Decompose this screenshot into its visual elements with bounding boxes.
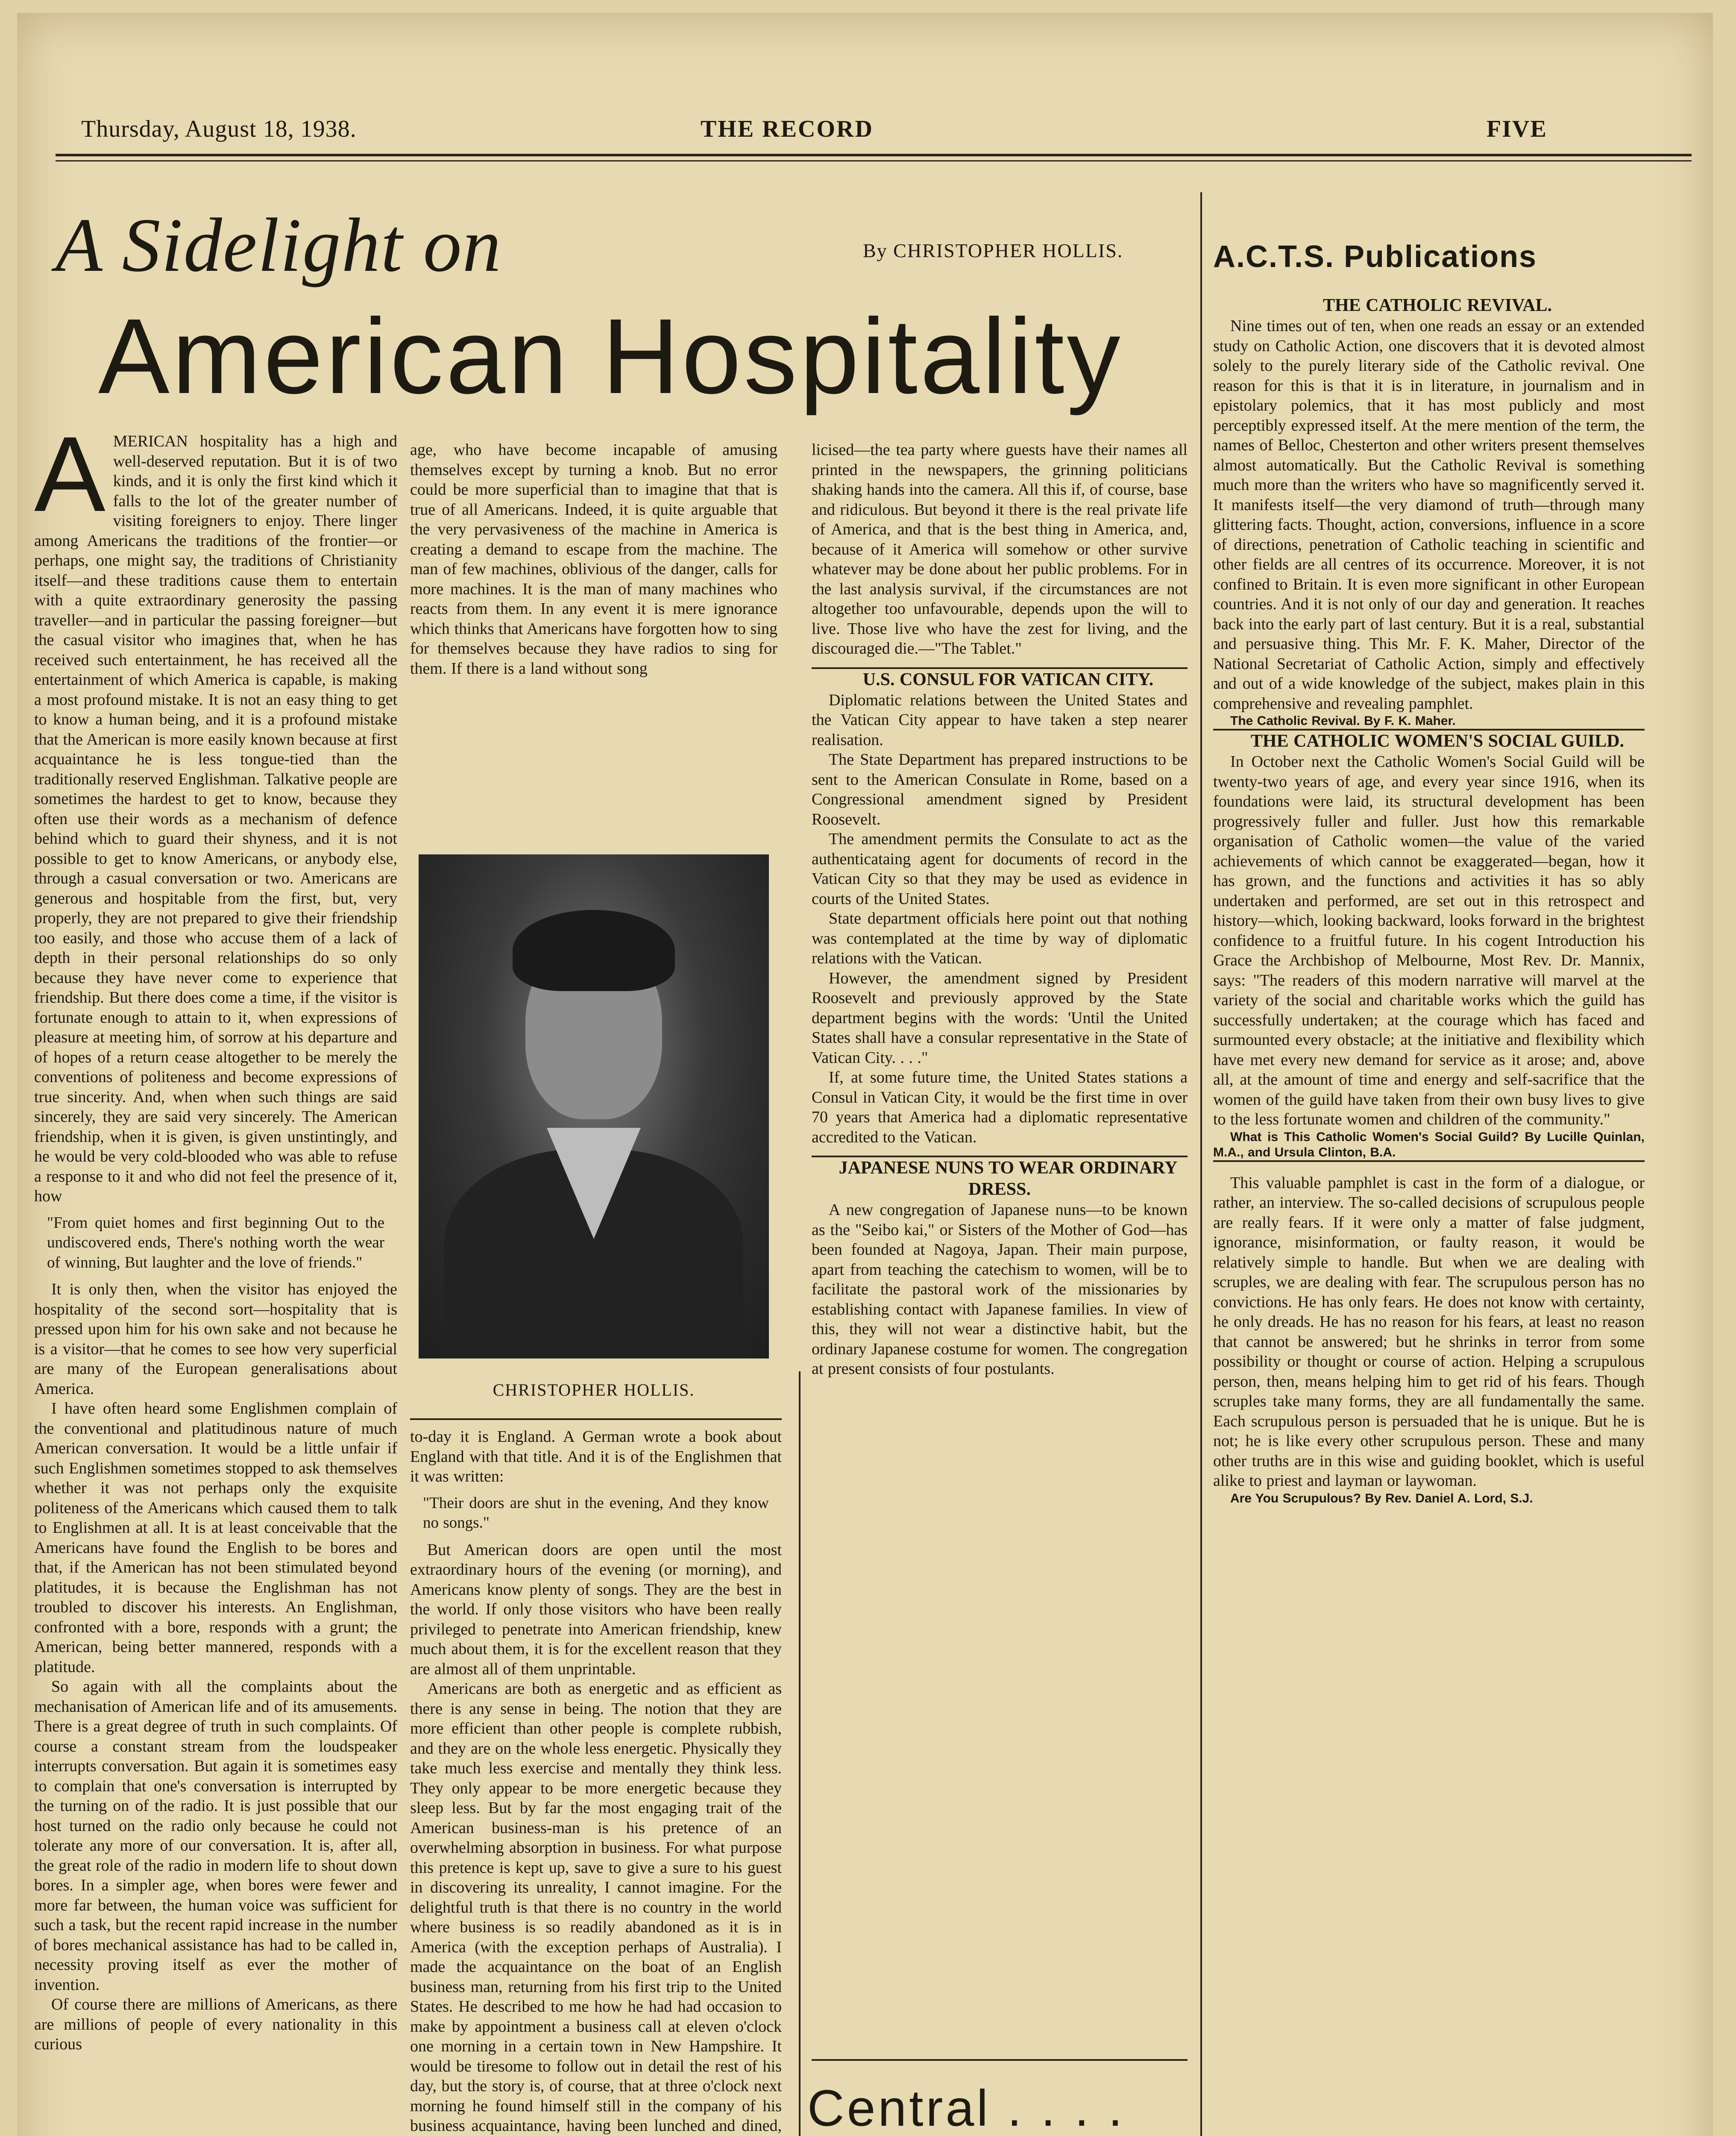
guild-heading: THE CATHOLIC WOMEN'S SOCIAL GUILD. [1250, 731, 1625, 751]
article-paragraph: It is only then, when the visitor has enjoyed the hospitality of the second sort—hospitality that is pressed upon him for his own sake and not because he is a visitor—that he comes to see how very superficial are many of the European generalisations about America. [34, 1280, 397, 1398]
consul-heading: U.S. CONSUL FOR VATICAN CITY. [862, 669, 1154, 690]
library-title-line1: Central . . . . [807, 2080, 1125, 2136]
scruples-paragraph: This valuable pamphlet is cast in the form of a dialogue, or rather, an interview. The so-called decisions of scrupulous people are really fears. If it were only a matter of false judgment, ignorance, misinformation, or faulty reason, it would be relatively simple to handle. But when we are dealing with scruples, we are dealing with fear. The scrupulous person has no convictions. He has only fears. He does not know with certainty, he only dreads. He has no reason for his fears, at least no reason that cannot be answered; but he shrinks in terror from some possibility or thought or course of action. Helping a scrupulous person, then, means helping him to get rid of his fears. Though scruples take many forms, they are all fundamentally the same. Each scrupulous person is persuaded that he is unique. But he is not; he is like every other scrupulous person. These and many other truths are in this wise and guiding booklet, which is useful alike to priest and layman or laywoman. [1213, 1174, 1645, 1490]
section-rule [812, 667, 1188, 669]
consul-paragraph: However, the amendment signed by President Roosevelt and previously approved by the State department begins with the words: 'Until the United States shall have a consular representative in the State of Vatican City. . . ." [812, 969, 1188, 1067]
revival-heading: THE CATHOLIC REVIVAL. [1323, 296, 1552, 315]
drop-cap: A [34, 431, 106, 534]
article-paragraph: to-day it is England. A German wrote a book about England with that title. And it is of the Englishmen that it was written: [410, 1428, 782, 1485]
guild-paragraph: In October next the Catholic Women's Social Guild will be twenty-two years of age, and every year since 1916, when its foundations were laid, its structural development has been progressively fuller and fuller. Just how this remarkable organisation of Catholic women—the value of the varied achievements of which cannot be exaggerated—began, how it has grown, and the functions and activities it has so ably undertaken and performed, are set out in this retrospect and history—which, looking backward, looks forward in the brightest confidence to a fruitful future. In his cogent Introduction his Grace the Archbishop of Melbourne, Most Rev. Dr. Mannix, says: "The readers of this modern narrative will marvel at the variety of the social and charitable works which the guild has successfully undertaken; at the courage which has faced and surmounted every obstacle; at the initiative and flexibility which have met every new demand for service as it arose; and, above all, at the amount of time and energy and self-sacrifice that the women of the guild have taken from their own busy lives to give to the less fortunate women and children of the community." [1213, 753, 1645, 1128]
photo-hair [513, 910, 675, 991]
revival-citation: The Catholic Revival. By F. K. Maher. [1230, 714, 1456, 728]
header-rule [56, 154, 1692, 156]
article-paragraph: So again with all the complaints about the mechanisation of American life and of its amusements. There is a great degree of truth in such complaints. Of course a constant stream from the loudspeaker interrupts conversation. But again it is sometimes easy to complain that one's conversation is interrupted by the turning on of the radio. It is just possible that our host turned on the radio only because he could not tolerate any more of our conversation. It is, after all, the great role of the radio in modern life to shout down bores. In a simpler age, when bores were fewer and more far between, the human voice was sufficient for such a task, but the recent rapid increase in the number of bores mechanical assistance has had to be called in, necessity proving itself as ever the mother of invention. [34, 1678, 397, 1994]
article-column-2-top [410, 440, 777, 824]
article-column-1 [34, 431, 397, 2136]
header-rule-thin [56, 160, 1692, 161]
article-title-script: A Sidelight on [56, 202, 502, 288]
article-paragraph: But American doors are open until the most extraordinary hours of the evening (or morning), and Americans know plenty of songs. They are the best in the world. If only those visitors who have been really privileged to penetrate into American friendship, knew much about them, it is for the excellent reason that they are almost all of them unprintable. [410, 1540, 782, 1678]
scruples-citation: Are You Scrupulous? By Rev. Daniel A. Lord, S.J. [1230, 1491, 1533, 1505]
acts-title: A.C.T.S. Publications [1213, 240, 1537, 274]
section-rule [812, 2059, 1188, 2061]
quote: "Their doors are shut in the evening, And they know no songs." [423, 1494, 769, 1532]
article-column-2-bottom [410, 1427, 782, 2136]
consul-paragraph: The amendment permits the Consulate to act as the authenticataing agent for documents of record in the Vatican City so that they may be used as evidence in courts of the United States. [812, 830, 1188, 908]
photo-caption: CHRISTOPHER HOLLIS. [493, 1380, 695, 1400]
author-photo [419, 854, 769, 1358]
poem-quote: "From quiet homes and first beginning Out to the undiscovered ends, There's nothing worth the wear of winning, But laughter and the love of friends." [47, 1214, 384, 1271]
article-paragraph: MERICAN hospitality has a high and well-deserved reputation. But it is of two kinds, and it is only the first kind which it falls to the lot of the greater number of visiting foreigners to enjoy. There linger among Americans the traditions of the frontier—or perhaps, one might say, the traditions of Christianity itself—and these traditions cause them to entertain with a quite extraordinary generosity the passing traveller—and in particular the passing foreigner—but the casual visitor who imagines that, when he has received such entertainment, he has received all the entertainment of which America is capable, is making a most profound mistake. It is not an easy thing to get to know a human being, and it is a profound mistake that the American is more easily known because at first acquaintance he is less tongue-tied than the traditionally reserved Englishman. Talkative people are sometimes the hardest to get to know, because they often use their words as a mechanism of defence behind which to guard their shyness, and it is not possible to get to know Americans, or anybody else, through a casual conversation or two. Americans are generous and hospitable from the first, but, very properly, they are not prepared to give their friendship too easily, and those who accuse them of a lack of depth in their personal relationships do so only because they have never come to experience that friendship. But there does come a time, if the visitor is fortunate enough to attain to it, when expressions of pleasure at meeting him, of sorrow at his departure and of hopes of a return cease altogether to be merely the conventions of politeness and become expressions of true sincerity. And, when when such things are said sincerely, they are said very sincerely. The American friendship, when it is given, is given unstintingly, and he would be very cold-blooded who was able to refuse a response to it and who did not feel the presence of it, how [34, 432, 397, 1205]
article-title: American Hospitality [98, 296, 1123, 416]
library-advert [807, 2076, 1217, 2136]
consul-paragraph: If, at some future time, the United States stations a Consul in Vatican City, it would be the first time in over 70 years that America had a diplomatic representative accredited to the Vatican. [812, 1068, 1188, 1146]
article-paragraph: I have often heard some Englishmen complain of the conventional and platitudinous nature of much American conversation. It would be a little unfair if such Englishmen sometimes stopped to ask themselves whether it was not perhaps only the exquisite politeness of the Americans which caused them to talk to Englishmen at all. It is at least conceivable that the Americans have found the English to be bores and that, if the American has not been stimulated beyond platitudes, it is because the Englishman has not troubled to discover his interests. An Englishman, confronted with a bore, responds with a grunt; the American, being better mannered, responds with a platitude. [34, 1400, 397, 1676]
column-rule-right [1200, 192, 1202, 2136]
consul-paragraph: State department officials here point out that nothing was contemplated at the time by way of diplomatic relations with the Vatican. [812, 910, 1188, 967]
article-paragraph: licised—the tea party where guests have their names all printed in the newspapers, the grinning politicians shaking hands into the camera. All this if, of course, base and ridiculous. But beyond it there is the real private life of America, and that is the best thing in America, and, because of it America will somehow or other survive whatever may be done about her public problems. For in the last analysis survival, if the circumstances are not altogether too unfavourable, depends upon the will to live. Those live who have the zest for living, and the discouraged die.—"The Tablet." [812, 441, 1188, 657]
newspaper-page [17, 13, 1713, 2136]
section-rule [812, 1156, 1188, 1157]
nuns-heading: JAPANESE NUNS TO WEAR ORDINARY DRESS. [839, 1158, 1178, 1199]
news-column [812, 440, 1188, 2063]
page-number: FIVE [1487, 116, 1547, 142]
consul-paragraph: Diplomatic relations between the United States and the Vatican City appear to have taken a step nearer realisation. [812, 691, 1188, 749]
acts-column [1213, 295, 1645, 2136]
section-rule [1213, 729, 1645, 731]
nuns-paragraph: A new congregation of Japanese nuns—to be known as the "Seibo kai," or Sisters of the Mother of God—has been founded at Nagoya, Japan. Their main purpose, apart from teaching the catechism to women, will be to facilitate the pastoral work of the missionaries by establishing contact with Japanese families. In view of this, they will not wear a distinctive habit, but the ordinary Japanese costume for women. The congregation at present consists of four postulants. [812, 1201, 1188, 1378]
guild-citation: What is This Catholic Women's Social Guild? By Lucille Quinlan, M.A., and Ursula Clinton, B.A. [1213, 1130, 1645, 1159]
revival-paragraph: Nine times out of ten, when one reads an essay or an extended study on Catholic Action, one discovers that it is devoted almost solely to the purely literary side of the Catholic revival. One reason for this is that it is in literature, in journalism and in epistolary polemics, that it has most publicly and most perceptibly expressed itself. At the mere mention of the term, the names of Belloc, Chesterton and other writers present themselves almost automatically. But the Catholic Revival is something much more than the writers who have so magnificently served it. It manifests itself—the very diamond of truth—through many glittering facts. Thought, action, conversions, influence in a score of directions, penetration of Catholic teaching in scientific and other fields are all centres of its occurrence. Moreover, it is not confined to Britain. It is even more significant in other European countries. And it is not only of our day and generation. It reaches back into the early part of last century. But it is a real, substantial and persuasive thing. This Mr. F. K. Maher, Director of the National Secretariat of Catholic Action, simply and effectively and out of a wide knowledge of the subject, makes plain in this comprehensive and revealing pamphlet. [1213, 317, 1645, 713]
photo-rule [410, 1418, 782, 1420]
column-rule-middle [799, 1371, 801, 2136]
consul-paragraph: The State Department has prepared instructions to be sent to the American Consulate in Rome, based on a Congressional amendment signed by President Roosevelt. [812, 751, 1188, 828]
paper-name: THE RECORD [701, 116, 874, 142]
issue-date: Thursday, August 18, 1938. [81, 116, 357, 142]
article-byline: By CHRISTOPHER HOLLIS. [863, 240, 1123, 261]
article-paragraph: Americans are both as energetic and as efficient as there is any sense in being. The notion that they are more efficient than other people is complete rubbish, and they are on the whole less energetic. Physically they take much less exercise and mentally they think less. They only appear to be more energetic because they sleep less. But by far the most engaging trait of the American business-man is his pretence of an overwhelming absorption in business. For what purpose this pretence is kept up, save to give a sure to his guest in discovering its unreality, I cannot imagine. For the delightful truth is that there is no country in the world where business is so readily abandoned as it is in America (with the exception perhaps of Australia). I made the acquaintance on the boat of an English business man, returning from his first trip to the United States. He described to me how he had had occasion to make by appointment a business call at eleven o'clock one morning in a certain town in New Hampshire. It would be tiresome to follow out in detail the rest of his day, but the story is, of course, that at three o'clock next morning he found himself still in the company of his business acquaintance, having been lunched and dined, [410, 1680, 782, 2135]
section-rule [1213, 1160, 1645, 1162]
article-paragraph: age, who have become incapable of amusing themselves except by turning a knob. But no error could be more superficial than to imagine that that is true of all Americans. Indeed, it is quite arguable that the very pervasiveness of the machine in America is creating a demand to escape from the machine. The man of few machines, oblivious of the danger, calls for more machines. It is the man of many machines who reacts from them. In any event it is mere ignorance which thinks that Americans have forgotten how to sing for themselves because they have radios to sing for them. If there is a land without song [410, 441, 777, 678]
article-paragraph: Of course there are millions of Americans, as there are millions of people of every nationality in this curious [34, 1995, 397, 2053]
